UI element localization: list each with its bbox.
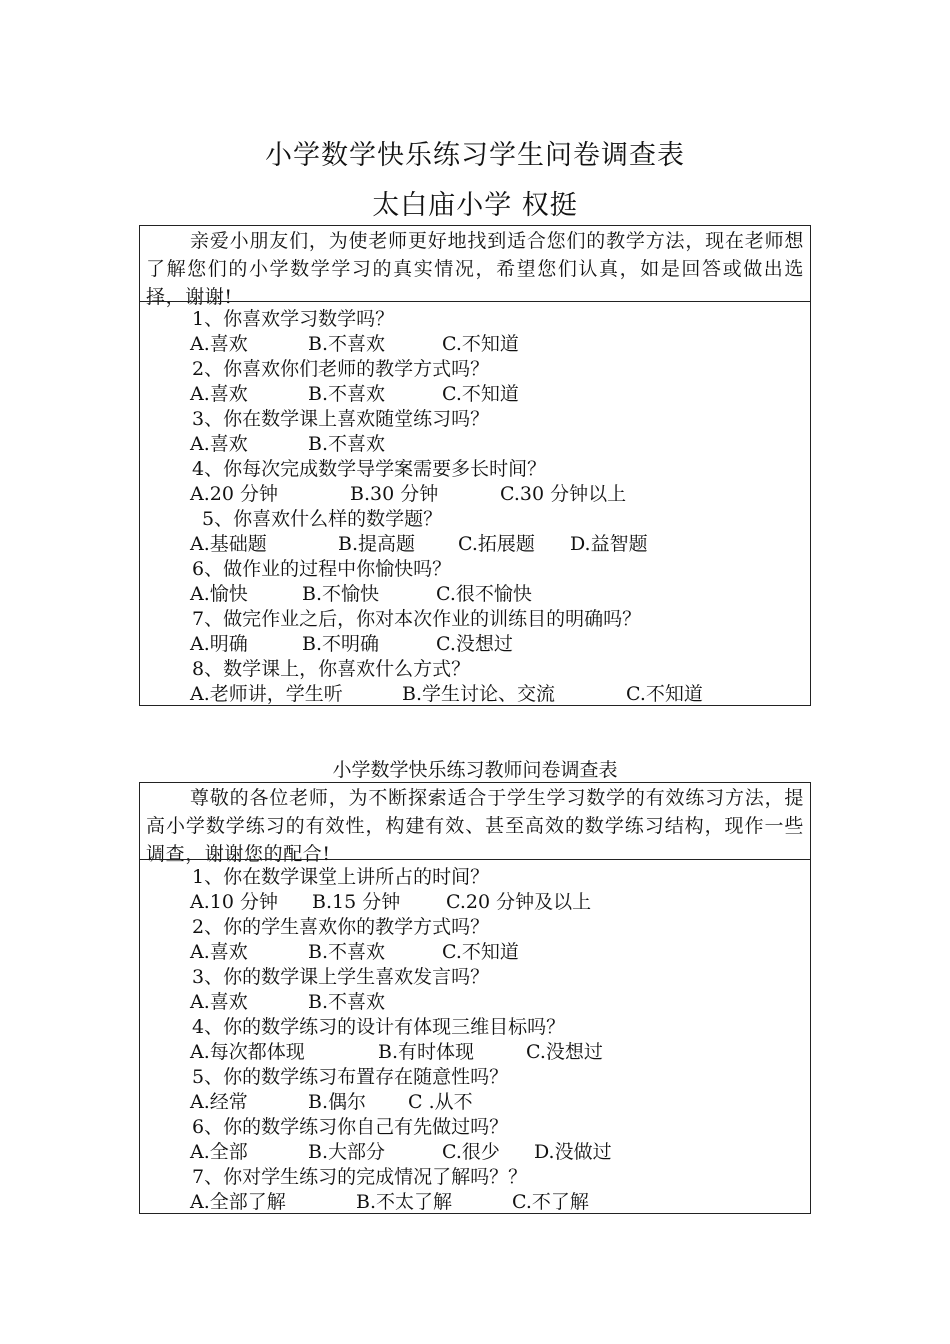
teacher-q2-option-a[interactable]: A.喜欢 [190, 941, 248, 963]
student-q3-option-b[interactable]: B.不喜欢 [308, 433, 386, 455]
teacher-intro-text: 尊敬的各位老师，为不断探索适合于学生学习数学的有效练习方法，提高小学数学练习的有效性，构建有效、甚至高效的数学练习结构，现作一些调查，谢谢您的配合! [146, 787, 804, 865]
student-options-row-1 [140, 332, 810, 357]
teacher-q6-option-a[interactable]: A.全部 [190, 1141, 248, 1163]
student-options-row-7 [140, 632, 810, 657]
student-options-row-4 [140, 482, 810, 507]
teacher-q3-option-a[interactable]: A.喜欢 [190, 991, 248, 1013]
teacher-options-row-2 [140, 940, 810, 965]
student-options-row-3 [140, 432, 810, 457]
student-options-row-6 [140, 582, 810, 607]
teacher-options-row-1 [140, 890, 810, 915]
teacher-survey-title: 小学数学快乐练习教师问卷调查表 [332, 759, 618, 781]
teacher-q3-option-b[interactable]: B.不喜欢 [308, 991, 386, 1013]
student-q2-option-b[interactable]: B.不喜欢 [308, 383, 386, 405]
student-question-3: 3、你在数学课上喜欢随堂练习吗？ [192, 408, 490, 430]
teacher-question-2: 2、你的学生喜欢你的教学方式吗？ [192, 916, 490, 938]
student-question-8: 8、数学课上，你喜欢什么方式？ [192, 658, 471, 680]
student-q6-option-c[interactable]: C.很不愉快 [436, 583, 532, 605]
teacher-q1-option-a[interactable]: A.10 分钟 [190, 891, 278, 913]
student-question-5: 5、你喜欢什么样的数学题？ [202, 508, 443, 530]
teacher-options-row-6 [140, 1140, 810, 1165]
student-options-row-5 [140, 532, 810, 557]
teacher-question-6: 6、你的数学练习你自己有先做过吗？ [192, 1116, 509, 1138]
student-questions-box [139, 301, 811, 706]
student-q1-option-b[interactable]: B.不喜欢 [308, 333, 386, 355]
student-q1-option-c[interactable]: C.不知道 [442, 333, 519, 355]
student-question-6: 6、做作业的过程中你愉快吗？ [192, 558, 452, 580]
teacher-options-row-3 [140, 990, 810, 1015]
student-question-7: 7、做完作业之后，你对本次作业的训练目的明确吗？ [192, 608, 642, 630]
student-q6-option-a[interactable]: A.愉快 [190, 583, 248, 605]
teacher-q2-option-c[interactable]: C.不知道 [442, 941, 519, 963]
student-intro-box [139, 225, 811, 308]
student-question-1: 1、你喜欢学习数学吗？ [192, 308, 395, 330]
teacher-intro-box [139, 782, 811, 865]
student-options-row-2 [140, 382, 810, 407]
student-q4-option-c[interactable]: C.30 分钟以上 [500, 483, 627, 505]
student-q2-option-a[interactable]: A.喜欢 [190, 383, 248, 405]
teacher-q2-option-b[interactable]: B.不喜欢 [308, 941, 386, 963]
student-q5-option-a[interactable]: A.基础题 [190, 533, 267, 555]
teacher-q6-option-c[interactable]: C.很少 [442, 1141, 500, 1163]
teacher-question-4: 4、你的数学练习的设计有体现三维目标吗？ [192, 1016, 566, 1038]
student-q8-option-b[interactable]: B.学生讨论、交流 [402, 683, 556, 705]
teacher-q1-option-c[interactable]: C.20 分钟及以上 [446, 891, 592, 913]
student-q5-option-c[interactable]: C.拓展题 [458, 533, 535, 555]
student-q5-option-d[interactable]: D.益智题 [570, 533, 648, 555]
teacher-q1-option-b[interactable]: B.15 分钟 [312, 891, 401, 913]
student-q1-option-a[interactable]: A.喜欢 [190, 333, 248, 355]
teacher-question-5: 5、你的数学练习布置存在随意性吗？ [192, 1066, 509, 1088]
teacher-question-1: 1、你在数学课堂上讲所占的时间？ [192, 866, 490, 888]
teacher-q4-option-b[interactable]: B.有时体现 [378, 1041, 475, 1063]
student-q4-option-a[interactable]: A.20 分钟 [190, 483, 278, 505]
teacher-q7-option-c[interactable]: C.不了解 [512, 1191, 589, 1213]
student-q5-option-b[interactable]: B.提高题 [338, 533, 416, 555]
student-question-4: 4、你每次完成数学导学案需要多长时间？ [192, 458, 547, 480]
teacher-q5-option-c[interactable]: C .从不 [408, 1091, 473, 1113]
teacher-q7-option-a[interactable]: A.全部了解 [190, 1191, 286, 1213]
student-q8-option-c[interactable]: C.不知道 [626, 683, 703, 705]
student-intro-text: 亲爱小朋友们，为使老师更好地找到适合您们的教学方法，现在老师想了解您们的小学数学学习的真实情况，希望您们认真，如是回答或做出选择，谢谢! [146, 230, 804, 308]
student-question-2: 2、你喜欢你们老师的教学方式吗？ [192, 358, 490, 380]
student-q3-option-a[interactable]: A.喜欢 [190, 433, 248, 455]
teacher-q6-option-b[interactable]: B.大部分 [308, 1141, 386, 1163]
teacher-question-7: 7、你对学生练习的完成情况了解吗？？ [192, 1166, 528, 1188]
student-q8-option-a[interactable]: A.老师讲，学生听 [190, 683, 343, 705]
student-survey-title: 小学数学快乐练习学生问卷调查表 [265, 140, 685, 171]
teacher-q4-option-a[interactable]: A.每次都体现 [190, 1041, 305, 1063]
student-q7-option-c[interactable]: C.没想过 [436, 633, 513, 655]
student-options-row-8 [140, 682, 810, 707]
student-q7-option-a[interactable]: A.明确 [190, 633, 248, 655]
teacher-question-list [140, 860, 810, 1215]
student-q7-option-b[interactable]: B.不明确 [302, 633, 380, 655]
teacher-options-row-4 [140, 1040, 810, 1065]
school-author-line: 太白庙小学 权挺 [372, 190, 578, 221]
student-q4-option-b[interactable]: B.30 分钟 [350, 483, 439, 505]
teacher-question-3: 3、你的数学课上学生喜欢发言吗？ [192, 966, 490, 988]
student-q6-option-b[interactable]: B.不愉快 [302, 583, 380, 605]
teacher-options-row-7 [140, 1190, 810, 1215]
teacher-q6-option-d[interactable]: D.没做过 [534, 1141, 612, 1163]
teacher-q7-option-b[interactable]: B.不太了解 [356, 1191, 453, 1213]
student-q2-option-c[interactable]: C.不知道 [442, 383, 519, 405]
teacher-questions-box [139, 859, 811, 1214]
teacher-q5-option-b[interactable]: B.偶尔 [308, 1091, 367, 1113]
teacher-q5-option-a[interactable]: A.经常 [190, 1091, 248, 1113]
student-question-list [140, 302, 810, 707]
teacher-options-row-5 [140, 1090, 810, 1115]
teacher-q4-option-c[interactable]: C.没想过 [526, 1041, 603, 1063]
